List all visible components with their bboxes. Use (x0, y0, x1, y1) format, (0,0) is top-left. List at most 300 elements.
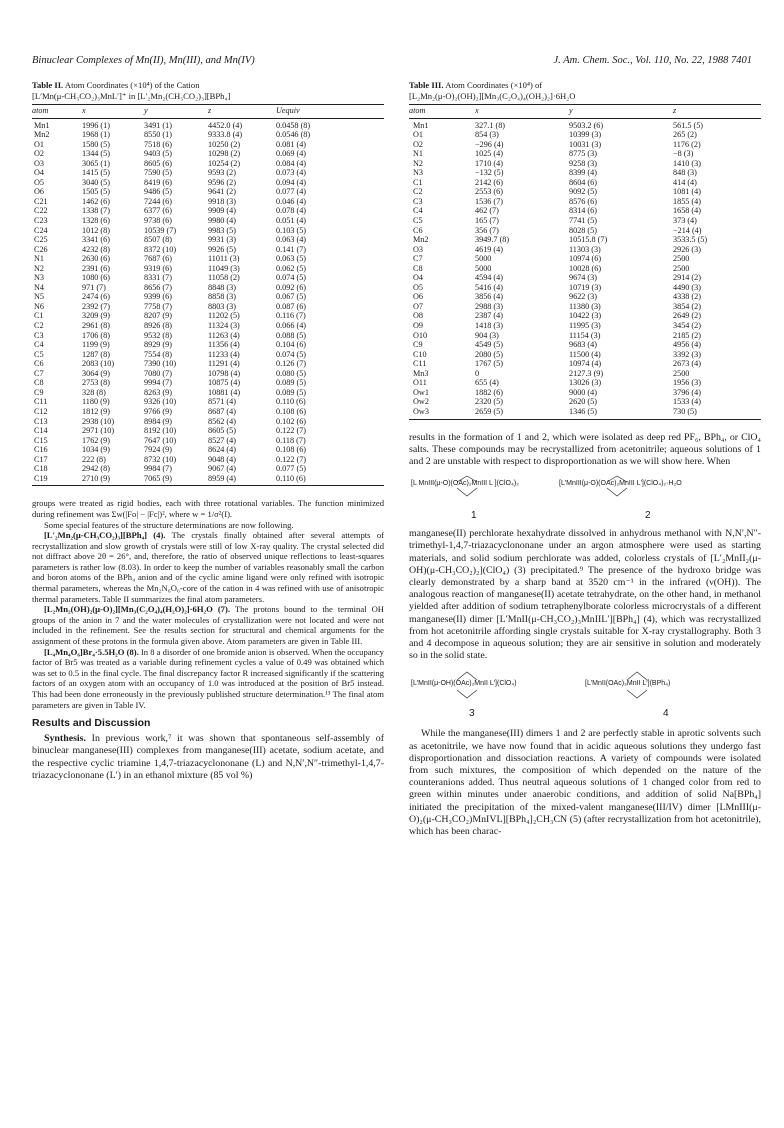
table-cell: 222 (8) (82, 454, 106, 464)
table-cell: C6 (413, 225, 423, 235)
table-row (32, 331, 384, 341)
table-cell: 10422 (3) (569, 311, 602, 321)
table-cell: 1328 (6) (82, 216, 110, 226)
table-cell: 8507 (8) (144, 235, 172, 245)
table-cell: Mn1 (413, 120, 429, 130)
table-cell: 2942 (8) (82, 464, 110, 474)
table-row (409, 388, 761, 398)
table-cell: 4490 (3) (673, 282, 701, 292)
table-cell: C2 (34, 321, 44, 331)
table-cell: 9766 (9) (144, 406, 172, 416)
table-cell: −8 (3) (673, 149, 694, 159)
table-cell: 8687 (4) (208, 406, 236, 416)
table-row (32, 302, 384, 312)
table-cell: 9931 (3) (208, 235, 236, 245)
table-row (32, 311, 384, 321)
table-cell: 561.5 (5) (673, 120, 704, 130)
table-cell: 10875 (4) (208, 378, 241, 388)
table-row (409, 407, 761, 419)
table-row (409, 178, 761, 188)
table-cell: −214 (4) (673, 225, 702, 235)
table-cell: O1 (413, 130, 424, 140)
table-row (32, 130, 384, 140)
table-cell: 356 (7) (475, 225, 499, 235)
table-cell: 1533 (4) (673, 397, 701, 407)
table-cell: 1956 (3) (673, 378, 701, 388)
table-cell: 2988 (3) (475, 301, 503, 311)
table-cell: 9048 (4) (208, 454, 236, 464)
table-cell: O10 (413, 330, 428, 340)
table-cell: 10399 (3) (569, 130, 602, 140)
table-row (409, 140, 761, 150)
structures-1-2 (409, 468, 761, 512)
table-cell: 3854 (2) (673, 301, 701, 311)
table-cell: 0.062 (5) (276, 263, 307, 273)
table-row (32, 197, 384, 207)
table-cell: 11154 (3) (569, 330, 601, 340)
table-cell: N4 (34, 282, 45, 292)
table-row (409, 118, 761, 130)
table-row (409, 216, 761, 226)
table-cell: C7 (413, 254, 423, 264)
table-cell: 10031 (3) (569, 139, 602, 149)
table-cell: 2392 (7) (82, 301, 110, 311)
table-cell: 1346 (5) (569, 407, 673, 419)
table-cell: C3 (34, 330, 44, 340)
table-cell: 8399 (4) (569, 168, 597, 178)
table-row (32, 273, 384, 283)
table2 (32, 104, 384, 486)
table-cell: 0.046 (4) (276, 196, 307, 206)
table-row (409, 350, 761, 360)
table-cell: C18 (34, 464, 48, 474)
table-cell: 10974 (4) (569, 359, 602, 369)
results-paragraph-2: manganese(II) perchlorate hexahydrate dissolved in anhydrous methanol with N,N′,N″-trimethyl-1,4,7-triazacyclononane under an argon atmosphere were used as starting materials, and solid sodium perchlorate was added, colorless crystals of [L′₂MnII₂(μ-OH)(μ-CH₃CO₂)₂](ClO₄) (3) precipitated.⁹ The presence of the hydroxo bridge was clearly demonstrated by a sharp band at 3520 cm⁻¹ in the infrared (ν(OH)). The analogous reaction of manganese(II) acetate tetrahydrate, on the other hand, in methanol yielded after addition of sodium tetraphenylborate colorless microcrystals of a different manganese(II) dimer [L′MnII(μ-CH₃CO₂)₃MnIIL′][BPh₄] (4), which was recrystallized from hot acetonitrile affording single crystals suitable for X-ray crystallography. Both 3 and 4 decompose in aqueous solution; they are air sensitive in solution and moderately so in the solid state. (409, 528, 761, 662)
table-cell: 0.081 (4) (276, 139, 307, 149)
table-cell: 904 (3) (475, 330, 499, 340)
table-cell: 8562 (4) (208, 416, 236, 426)
table3-header-2: y (569, 105, 673, 119)
table-cell: 8775 (3) (569, 149, 597, 159)
table-cell: 9641 (2) (208, 187, 236, 197)
table-cell: 7080 (7) (144, 368, 172, 378)
table-cell: 8959 (4) (208, 474, 276, 486)
table-cell: 4594 (4) (475, 273, 503, 283)
table-cell: 8419 (6) (144, 177, 172, 187)
table3-caption (409, 80, 761, 101)
table-row (32, 436, 384, 446)
table-cell: 0.141 (7) (276, 244, 307, 254)
table-row (409, 206, 761, 216)
table-cell: 971 (7) (82, 282, 106, 292)
table-cell: 8926 (8) (144, 321, 172, 331)
table-cell: 8984 (9) (144, 416, 172, 426)
table-cell: N1 (34, 254, 45, 264)
table-cell: 0.088 (5) (276, 330, 307, 340)
section-heading-results: Results and Discussion (32, 717, 151, 730)
table-cell: 1034 (9) (82, 445, 110, 455)
table-cell: 11500 (4) (569, 349, 601, 359)
table-cell: 3392 (3) (673, 349, 701, 359)
table-cell: 10798 (4) (208, 368, 241, 378)
table-cell: 3064 (9) (82, 368, 110, 378)
table-cell: 8331 (7) (144, 273, 172, 283)
table-cell: 11263 (4) (208, 330, 240, 340)
table-cell: 11356 (4) (208, 340, 240, 350)
table-cell: 2971 (10) (82, 426, 115, 436)
table-cell: 2500 (673, 254, 690, 264)
table-cell: 1287 (8) (82, 349, 110, 359)
table-cell: 9000 (4) (569, 387, 597, 397)
table-row (32, 254, 384, 264)
table-cell: 328 (8) (82, 387, 106, 397)
table-cell: 5000 (475, 263, 492, 273)
table-cell: O3 (413, 244, 424, 254)
table-cell: 3949.7 (8) (475, 235, 510, 245)
compound-7-heading: [L₂Mn₂(OH)₂(μ-O)₂][Mn₃(C₂O₄)₄(H₂O)₂]·6H₂O (7). (44, 604, 230, 615)
table-cell: C25 (34, 235, 48, 245)
compound-8-text: In 8 a disorder of one bromide anion is observed. When the occupancy factor of Br5 was treated as a variable during refinement cycles a value of 0.49 was obtained which was set to 0.5 in the final cycle. The final discrepancy factor R increased significantly if the scattering factors of an oxygen atom with an occupancy of 1.0 was introduced at the position of Br5 instead. This had been done erroneously in the previously published structure determination.¹³ The final atom parameters are given in Table IV. (32, 646, 384, 710)
table-cell: C9 (413, 340, 423, 350)
table-row (32, 140, 384, 150)
table3-caption-line2: [L₂Mn₂(μ-O)₂(OH)₂][Mn₃(C₂O₄)₄(OH₂)₂]·6H₂O (409, 90, 576, 101)
table-cell: 0.094 (4) (276, 177, 307, 187)
table-cell: 1505 (5) (82, 187, 110, 197)
table-row (32, 283, 384, 293)
methods-paragraph-compound-7 (32, 604, 384, 646)
table3-header-0: atom (409, 105, 475, 119)
table-cell: 7924 (9) (144, 445, 172, 455)
table-row (32, 464, 384, 474)
table-cell: 13026 (3) (569, 378, 602, 388)
table-cell: −132 (5) (475, 168, 504, 178)
table2-header-2: y (144, 105, 208, 119)
table-cell: 0.103 (5) (276, 225, 307, 235)
table-row (409, 273, 761, 283)
table-row (32, 455, 384, 465)
table-row (409, 187, 761, 197)
table-cell: 2659 (5) (475, 407, 569, 419)
table-cell: 8605 (5) (208, 426, 236, 436)
table-cell: 655 (4) (475, 378, 499, 388)
table-cell: 1180 (9) (82, 397, 110, 407)
methods-paragraph-compound-4 (32, 530, 384, 604)
compound-7-text: The protons bound to the terminal OH groups of the anion in 7 and the water molecules of crystallization were not located and were not included in the refinement. See the results section for structural and chemical arguments for the assignment of these protons in the formula given above. Atom parameters are given in Table III. (32, 604, 385, 647)
methods-paragraph-refinement: groups were treated as rigid bodies, each with three rotational variables. The function minimized during refinement was Σw(|Fo| − |Fc|)², where w = 1/σ²(I). (32, 498, 384, 519)
table-cell: 11058 (2) (208, 273, 240, 283)
table-cell: 9909 (4) (208, 206, 236, 216)
table-row (409, 397, 761, 407)
table-cell: O8 (413, 311, 424, 321)
table-row (409, 311, 761, 321)
table-cell: 9503.2 (6) (569, 120, 604, 130)
table2-header-0: atom (32, 105, 82, 119)
table-row (409, 331, 761, 341)
right-column (409, 80, 761, 838)
table-cell: 0.102 (6) (276, 416, 307, 426)
table-cell: 7518 (6) (144, 139, 172, 149)
table-row (32, 264, 384, 274)
table-row (409, 159, 761, 169)
table-cell: 7590 (5) (144, 168, 172, 178)
table-cell: N3 (413, 168, 424, 178)
table-row (409, 369, 761, 379)
table-cell: 7758 (7) (144, 301, 172, 311)
table2-caption-line2: [L′Mn(μ-CH₃CO₂)₃MnL′]⁺ in [L′₂Mn₂(CH₃CO₂)₃][BPh₄] (32, 90, 231, 101)
table-cell: C6 (34, 359, 44, 369)
table-row (32, 426, 384, 436)
table-cell: 11380 (3) (569, 301, 601, 311)
table2-label: Table II. (32, 80, 64, 90)
table-cell: O9 (413, 321, 424, 331)
table-cell: 11049 (3) (208, 263, 240, 273)
table-cell: 9596 (2) (208, 177, 236, 187)
table-cell: 0.051 (4) (276, 216, 307, 226)
table-cell: 1415 (5) (82, 168, 110, 178)
table-cell: Ow2 (413, 397, 429, 407)
table-cell: 8527 (4) (208, 435, 236, 445)
table-row (32, 292, 384, 302)
table-cell: 2753 (8) (82, 378, 110, 388)
structure-diagrams-3-4 (409, 666, 761, 710)
table-cell: 1767 (5) (475, 359, 503, 369)
synthesis-heading: Synthesis. (44, 733, 86, 745)
compound-number-1: 1 (471, 510, 477, 522)
table-cell: C17 (34, 454, 48, 464)
table-row (32, 245, 384, 255)
table-cell: 854 (3) (475, 130, 499, 140)
table-cell: 0.067 (5) (276, 292, 307, 302)
table-row (32, 378, 384, 388)
table-cell: 8576 (6) (569, 196, 597, 206)
table-cell: 1344 (5) (82, 149, 110, 159)
table-cell: 9926 (5) (208, 244, 236, 254)
table-cell: 0.078 (4) (276, 206, 307, 216)
table-cell: 0.069 (4) (276, 149, 307, 159)
table-cell: 8372 (10) (144, 244, 177, 254)
table-cell: C5 (413, 216, 423, 226)
table-cell: 11995 (3) (569, 321, 601, 331)
running-header-left: Binuclear Complexes of Mn(II), Mn(III), and Mn(IV) (32, 55, 255, 66)
table-cell: 8192 (10) (144, 426, 177, 436)
table-row (409, 292, 761, 302)
compound-4-text: The crystals finally obtained after several attempts of recrystallization and slow growth of crystals were still of low X-ray quality. The crystal selected did not diffract above 2θ = 26°, and, therefore, the ratio of observed unique reflections to least-squares parameters is rather low (8.03). In order to keep the number of variables reasonably small the carbon and boron atoms of the BPh₄ anion and of the cyclic amine ligand were only refined with isotropic thermal parameters, whereas the Mn₂N₆O₆-core of the cation in 4 was refined with use of anisotropic thermal parameters. Table II summarizes the final atom parameters. (32, 530, 384, 604)
table-cell: 2938 (10) (82, 416, 115, 426)
table-cell: O4 (34, 168, 45, 178)
table-cell: O3 (34, 158, 45, 168)
compound-number-2: 2 (645, 510, 651, 522)
table-cell: 10881 (4) (208, 387, 241, 397)
table-cell: 1418 (3) (475, 321, 503, 331)
table-cell: 0.092 (6) (276, 282, 307, 292)
table-cell: 848 (3) (673, 168, 697, 178)
table-cell: 1580 (5) (82, 139, 110, 149)
table-row (32, 226, 384, 236)
table-cell: 6377 (6) (144, 206, 172, 216)
table-cell: 2474 (6) (82, 292, 110, 302)
table-row (32, 168, 384, 178)
table-cell: 1081 (4) (673, 187, 701, 197)
table-cell: C11 (34, 397, 48, 407)
table-cell: 8571 (4) (208, 397, 236, 407)
table-cell: N3 (34, 273, 45, 283)
table-cell: 7647 (10) (144, 435, 177, 445)
table-cell: C11 (413, 359, 427, 369)
table-cell: 2320 (5) (475, 397, 503, 407)
table-cell: 9319 (6) (144, 263, 172, 273)
table-cell: 11291 (4) (208, 359, 240, 369)
table-cell: 0.108 (6) (276, 445, 307, 455)
table-cell: 462 (7) (475, 206, 499, 216)
table-cell: 4549 (5) (475, 340, 503, 350)
table-row (409, 302, 761, 312)
table-row (32, 388, 384, 398)
table-cell: C19 (32, 474, 82, 486)
table-row (32, 321, 384, 331)
table-cell: 3491 (1) (144, 120, 172, 130)
table-cell: 9593 (2) (208, 168, 236, 178)
table-cell: C4 (413, 206, 423, 216)
table-cell: 1338 (7) (82, 206, 110, 216)
table2-caption-line1: Atom Coordinates (×10⁴) of the Cation (64, 80, 200, 90)
table-cell: 2185 (2) (673, 330, 701, 340)
table-cell: 0.0458 (8) (276, 120, 311, 130)
table-cell: 11202 (5) (208, 311, 240, 321)
table-cell: 1812 (9) (82, 406, 110, 416)
structure-4-formula: [L′MnII(OAc)₃MnII L′](BPh₄) (585, 680, 671, 688)
table-cell: 0.0546 (8) (276, 130, 311, 140)
table-cell: 2620 (5) (569, 397, 597, 407)
table-cell: 1658 (4) (673, 206, 701, 216)
table-cell: 0.074 (5) (276, 349, 307, 359)
methods-paragraph-compound-8 (32, 647, 384, 711)
table-cell: O1 (34, 139, 45, 149)
table-cell: 4232 (8) (82, 244, 110, 254)
table-cell: 7244 (6) (144, 196, 172, 206)
table-cell: 4956 (4) (673, 340, 701, 350)
table-cell: 0.126 (7) (276, 359, 307, 369)
structure-1-formula: [L MnIII(μ-O)(OAc)₂MnIII L ](ClO₄)₂ (411, 480, 519, 488)
table2-header-4: Uequiv (276, 105, 384, 119)
table-cell: 0.118 (7) (276, 435, 306, 445)
table-cell: 2710 (9) (82, 474, 144, 486)
table3-label: Table III. (409, 80, 444, 90)
table-cell: O11 (413, 378, 427, 388)
table-cell: 1855 (4) (673, 196, 701, 206)
table-cell: 10028 (6) (569, 263, 602, 273)
table-cell: 8803 (3) (208, 301, 236, 311)
table-cell: 3209 (9) (82, 311, 110, 321)
table-cell: 5416 (4) (475, 282, 503, 292)
table-cell: 9622 (3) (569, 292, 597, 302)
table-cell: 0.084 (4) (276, 158, 307, 168)
table-cell: 9994 (7) (144, 378, 172, 388)
table-cell: 0.077 (5) (276, 464, 307, 474)
table-cell: 730 (5) (673, 407, 761, 419)
table-cell: Mn3 (413, 368, 429, 378)
table-cell: C1 (34, 311, 44, 321)
table-cell: 0.063 (5) (276, 254, 307, 264)
table-row (409, 235, 761, 245)
table-cell: Mn1 (34, 120, 50, 130)
table-cell: 1025 (4) (475, 149, 503, 159)
table-cell: 0.122 (7) (276, 454, 307, 464)
table-cell: 7554 (8) (144, 349, 172, 359)
table-cell: 0.073 (4) (276, 168, 307, 178)
table-cell: C8 (413, 263, 423, 273)
table-cell: 327.1 (8) (475, 120, 506, 130)
table-cell: 8263 (9) (144, 387, 172, 397)
table-cell: 10719 (3) (569, 282, 602, 292)
table-cell: 10250 (2) (208, 139, 241, 149)
structure-2-formula: [L′MnIII(μ-O)(OAc)₂MnIII L′](ClO₄)₂·H₂O (559, 480, 682, 488)
table-cell: 0.110 (6) (276, 397, 306, 407)
table-cell: C10 (413, 349, 427, 359)
table3-header-3: z (673, 105, 761, 119)
table-cell: 0.063 (4) (276, 235, 307, 245)
running-header-right: J. Am. Chem. Soc., Vol. 110, No. 22, 1988 7401 (553, 55, 752, 66)
table2-caption (32, 80, 384, 101)
table-cell: 3856 (4) (475, 292, 503, 302)
table-cell: 0.089 (5) (276, 378, 307, 388)
table-row (32, 350, 384, 360)
table-cell: C12 (34, 406, 48, 416)
table-cell: C13 (34, 416, 48, 426)
table-row (409, 378, 761, 388)
table-cell: 8732 (10) (144, 454, 177, 464)
table-cell: O2 (34, 149, 45, 159)
table-cell: 9980 (4) (208, 216, 236, 226)
table2-header-3: z (208, 105, 276, 119)
table-cell: C4 (34, 340, 44, 350)
table-row (32, 340, 384, 350)
table-cell: 0.077 (4) (276, 187, 307, 197)
table-cell: 9092 (5) (569, 187, 597, 197)
table-cell: C22 (34, 206, 48, 216)
table-cell: 2673 (4) (673, 359, 701, 369)
table-cell: 2961 (8) (82, 321, 110, 331)
synthesis-text: In previous work,⁷ it was shown that spontaneous self-assembly of binuclear manganese(III) complexes from manganese(III) acetate, sodium acetate, and the respective cyclic triamine 1,4,7-triazacyclononane (L) and N,N′,N″-trimethyl-1,4,7-triazacyclononane (L′) in an ethanol mixture (85 vol %) (32, 733, 384, 781)
table-row (409, 264, 761, 274)
table-cell: 8028 (5) (569, 225, 597, 235)
table-row (32, 359, 384, 369)
table-cell: C21 (34, 196, 48, 206)
table-cell: 9067 (4) (208, 464, 236, 474)
table-cell: 8656 (7) (144, 282, 172, 292)
table-cell: 9333.8 (4) (208, 130, 243, 140)
table-cell: O7 (413, 301, 424, 311)
table-cell: 7065 (9) (144, 474, 208, 486)
table-cell: 414 (4) (673, 177, 697, 187)
table-cell: O6 (413, 292, 424, 302)
table-row (32, 149, 384, 159)
table-cell: 8604 (6) (569, 177, 597, 187)
table-row (409, 359, 761, 369)
compound-number-4: 4 (663, 708, 669, 720)
table-cell: C9 (34, 387, 44, 397)
methods-paragraph-intro: Some special features of the structure determinations are now following. (44, 519, 294, 530)
table-row (409, 197, 761, 207)
table-cell: 1462 (6) (82, 196, 110, 206)
structure-diagrams-1-2 (409, 468, 761, 512)
table-cell: 10298 (2) (208, 149, 241, 159)
table-cell: C14 (34, 426, 48, 436)
table-cell: 1762 (9) (82, 435, 110, 445)
table-cell: 1199 (9) (82, 340, 110, 350)
table-cell: 11233 (4) (208, 349, 240, 359)
table-cell: 9532 (8) (144, 330, 172, 340)
table-row (409, 130, 761, 140)
